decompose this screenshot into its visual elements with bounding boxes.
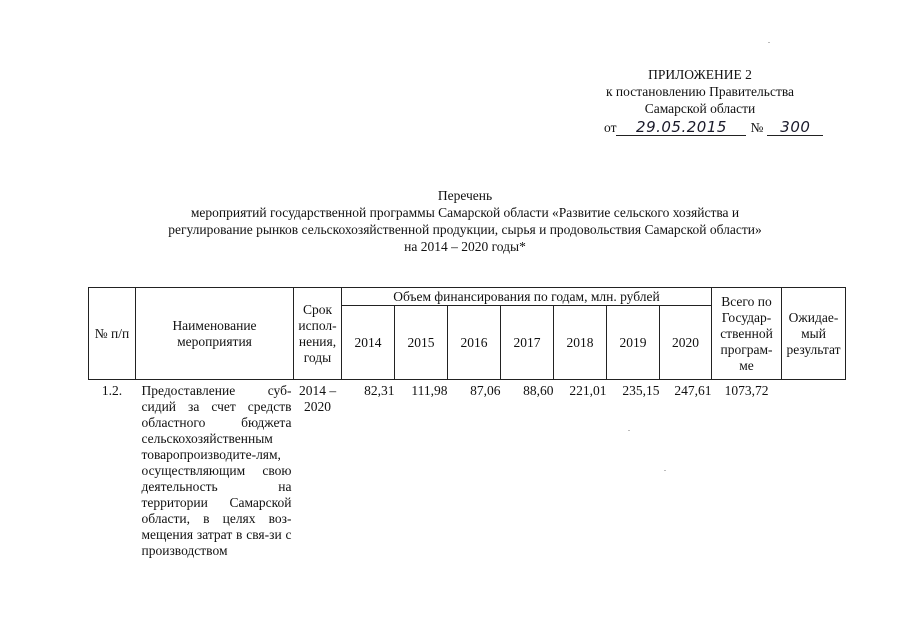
header-term: Срок испол-нения, годы (294, 288, 342, 380)
header-funding: Объем финансирования по годам, млн. рублей (342, 288, 712, 306)
header-year: 2017 (501, 306, 554, 380)
date-prefix: от (604, 120, 617, 135)
scan-speck (768, 42, 770, 43)
table-row (89, 380, 846, 560)
title-line-2: мероприятий государственной программы Самарской области «Развитие сельского хозяйства и (190, 205, 740, 220)
decree-date-number (560, 119, 840, 136)
header-name: Наименование мероприятия (136, 288, 294, 380)
row-value: 82,31 (364, 383, 395, 398)
header-result: Ожидае-мый результат (782, 288, 846, 380)
row-name: Предоставление суб-сидий за счет средств областного бюджета сельскохозяйственным товаропроизводите-лям, осуществляющим свою деятельность на территории Самарской области, в целях воз-мещения затрат в свя-зи с производством (141, 383, 292, 558)
scan-speck (664, 470, 666, 471)
row-value: 87,06 (470, 383, 501, 398)
title-line-1: Перечень (437, 188, 493, 203)
handwritten-number: 300 (767, 120, 823, 136)
header-year: 2020 (660, 306, 712, 380)
document-title (110, 187, 820, 255)
title-line-4: на 2014 – 2020 годы* (404, 239, 526, 254)
row-term: 2014 – 2020 (298, 383, 337, 414)
row-result (782, 380, 846, 560)
header-year: 2016 (448, 306, 501, 380)
header-total: Всего по Государ-ственной програм-ме (712, 288, 782, 380)
row-value: 111,98 (411, 383, 448, 398)
appendix-decree-line: к постановлению Правительства (605, 84, 795, 99)
measures-table (88, 287, 846, 559)
header-year: 2015 (395, 306, 448, 380)
header-year: 2018 (554, 306, 607, 380)
handwritten-date: 29.05.2015 (616, 120, 746, 136)
appendix-title: ПРИЛОЖЕНИЕ 2 (648, 67, 752, 82)
header-year: 2014 (342, 306, 395, 380)
scan-speck (628, 430, 630, 431)
number-prefix: № (750, 120, 764, 135)
appendix-region-line: Самарской области (644, 101, 756, 116)
row-value: 88,60 (523, 383, 554, 398)
row-total: 1073,72 (724, 383, 769, 398)
row-value: 235,15 (622, 383, 660, 398)
appendix-header (560, 66, 840, 136)
row-value: 247,61 (674, 383, 712, 398)
title-line-3: регулирование рынков сельскохозяйственной продукции, сырья и продовольствия Самарской области» (168, 222, 762, 237)
header-num: № п/п (89, 288, 136, 380)
header-year: 2019 (607, 306, 660, 380)
row-value: 221,01 (569, 383, 607, 398)
row-num: 1.2. (101, 383, 123, 398)
